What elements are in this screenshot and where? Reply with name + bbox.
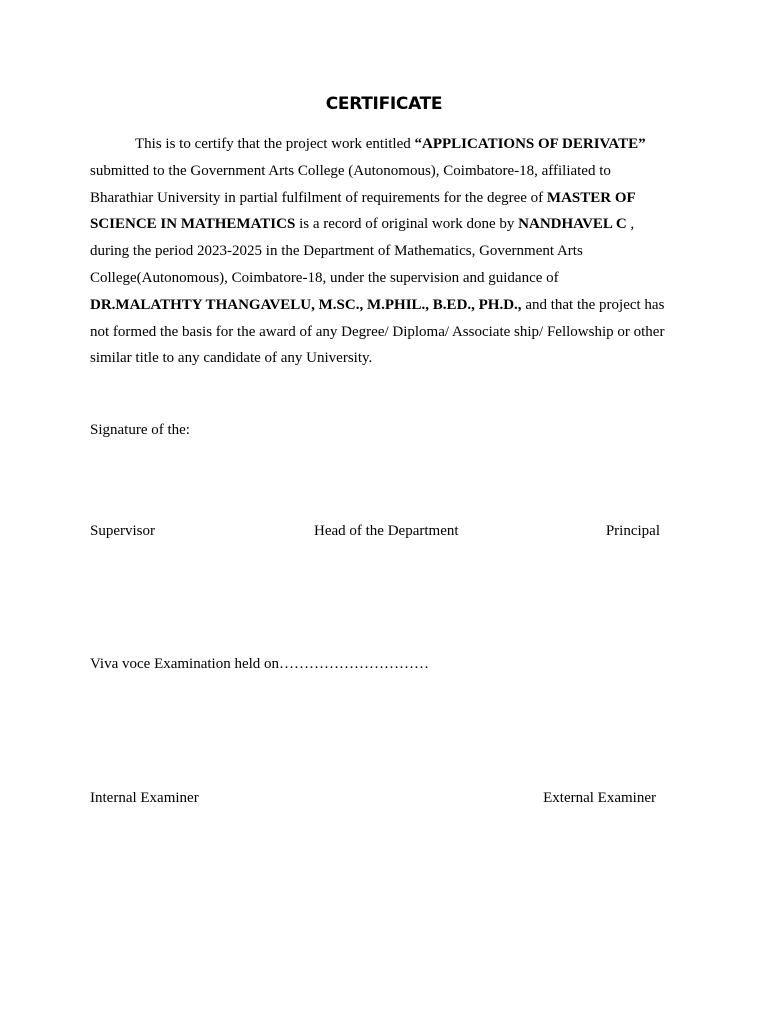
- internal-examiner-label: Internal Examiner: [90, 790, 199, 806]
- body-text-span: submitted to the Government Arts College (Autonomous), Coimbatore-18, affiliated to: [90, 162, 611, 179]
- body-line: [90, 211, 680, 238]
- bold-text: MASTER OF: [546, 189, 636, 206]
- body-text-span: College(Autonomous), Coimbatore-18, under the supervision and guidance of: [90, 269, 559, 286]
- bold-text: NANDHAVEL C: [518, 216, 627, 233]
- certificate-body: [90, 131, 680, 372]
- body-text-span: ,: [626, 216, 635, 233]
- bold-text: SCIENCE IN MATHEMATICS: [90, 216, 296, 233]
- bold-text: “APPLICATIONS OF DERIVATE”: [414, 136, 646, 152]
- signature-heading: Signature of the:: [90, 422, 190, 438]
- body-line: [90, 319, 680, 346]
- certificate-title: CERTIFICATE: [325, 94, 443, 114]
- body-line: [90, 185, 680, 212]
- body-text-span: similar title to any candidate of any University.: [90, 350, 373, 367]
- body-text-span: not formed the basis for the award of any Degree/ Diploma/ Associate ship/ Fellowship or other: [90, 323, 665, 340]
- body-line: [90, 158, 680, 185]
- body-text-span: This is to certify that the project work entitled: [135, 136, 415, 152]
- principal-label: Principal: [605, 523, 660, 539]
- bold-text: DR.MALATHTY THANGAVELU, M.SC., M.PHIL., B.ED., PH.D.,: [90, 296, 522, 313]
- external-examiner-label: External Examiner: [543, 790, 656, 806]
- body-text-span: during the period 2023-2025 in the Department of Mathematics, Government Arts: [90, 243, 583, 260]
- body-line: [90, 345, 680, 372]
- body-text-span: Bharathiar University in partial fulfilment of requirements for the degree of: [90, 189, 547, 206]
- body-line: [90, 292, 680, 319]
- body-line: [90, 131, 680, 158]
- body-text-span: is a record of original work done by: [295, 216, 519, 233]
- body-line: [90, 265, 680, 292]
- body-line: [90, 238, 680, 265]
- hod-label: Head of the Department: [314, 523, 459, 539]
- body-text-span: and that the project has: [521, 296, 665, 313]
- supervisor-label: Supervisor: [90, 523, 155, 539]
- viva-voce-line: Viva voce Examination held on…………………………: [90, 656, 430, 672]
